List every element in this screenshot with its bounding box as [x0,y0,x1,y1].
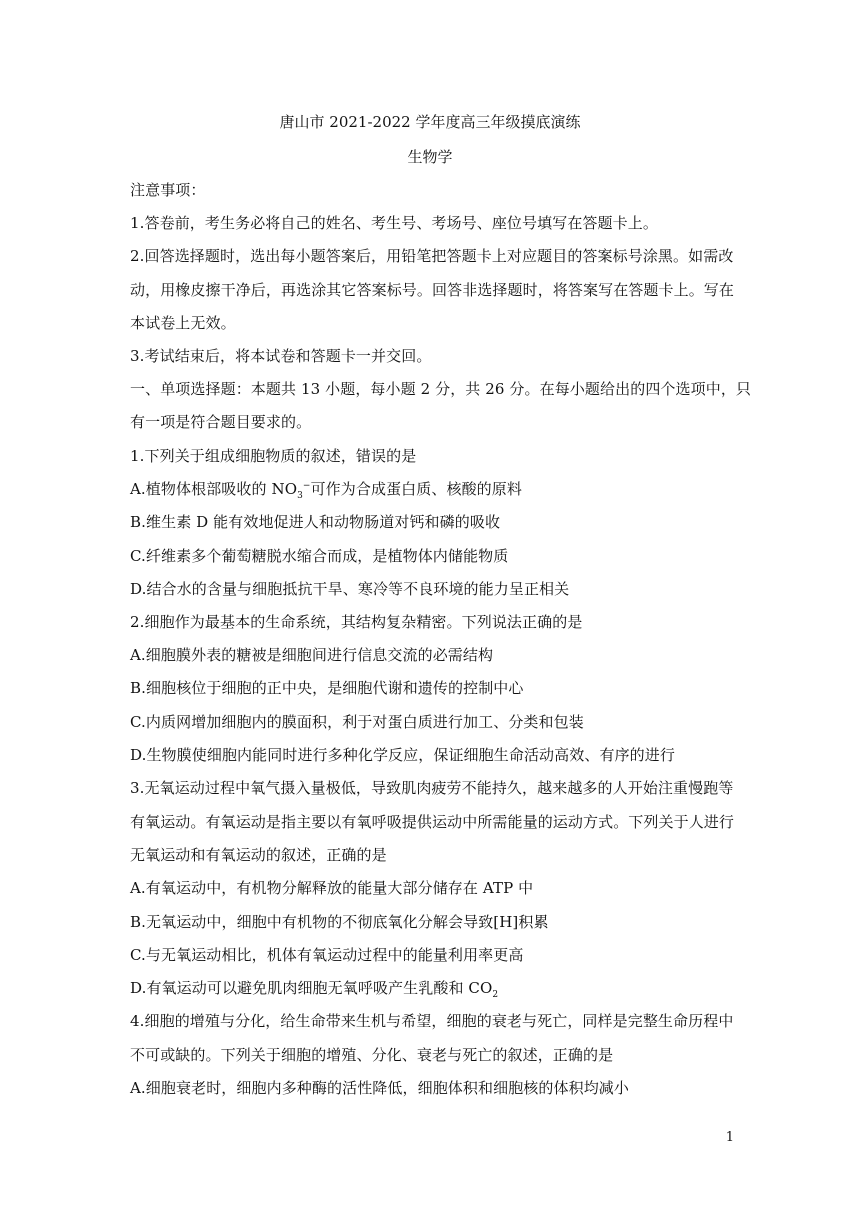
question-1-option-a [130,479,750,499]
question-2-option-a: A.细胞膜外表的糖被是细胞间进行信息交流的必需结构 [130,646,494,664]
question-1-option-c: C.纤维素多个葡萄糖脱水缩合而成，是植物体内储能物质 [130,547,509,565]
question-2-stem: 2.细胞作为最基本的生命系统，其结构复杂精密。下列说法正确的是 [130,613,583,631]
co2-subscript: 2 [492,990,499,1000]
exam-subject: 生物学 [407,148,453,166]
question-3-stem-line-2: 有氧运动。有氧运动是指主要以有氧呼吸提供运动中所需能量的运动方式。下列关于人进行 [130,813,735,831]
question-4-stem-line-2: 不可或缺的。下列关于细胞的增殖、分化、衰老与死亡的叙述，正确的是 [130,1046,614,1064]
nitrate-subscript: 3 [297,491,303,501]
question-3-option-d [130,978,750,998]
notice-item-2-line-1: 2.回答选择题时，选出每小题答案后，用铅笔把答题卡上对应题目的答案标号涂黑。如需改 [130,247,734,265]
section-heading-line-2: 有一项是符合题目要求的。 [130,413,312,431]
question-4-stem-line-1: 4.细胞的增殖与分化，给生命带来生机与希望，细胞的衰老与死亡，同样是完整生命历程中 [130,1012,734,1030]
notice-item-1: 1.答卷前，考生务必将自己的姓名、考生号、考场号、座位号填写在答题卡上。 [130,214,658,232]
question-3-stem-line-3: 无氧运动和有氧运动的叙述，正确的是 [130,846,387,864]
question-2-option-d: D.生物膜使细胞内能同时进行多种化学反应，保证细胞生命活动高效、有序的进行 [130,746,675,764]
notice-item-2-line-3: 本试卷上无效。 [130,314,236,332]
notice-heading: 注意事项： [130,181,206,199]
question-3-option-a: A.有氧运动中，有机物分解释放的能量大部分储存在 ATP 中 [130,879,534,897]
notice-item-2-line-2: 动，用橡皮擦干净后，再选涂其它答案标号。回答非选择题时，将答案写在答题卡上。写在 [130,281,735,299]
question-4-option-a: A.细胞衰老时，细胞内多种酶的活性降低，细胞体积和细胞核的体积均减小 [130,1079,630,1097]
question-2-option-b: B.细胞核位于细胞的正中央，是细胞代谢和遗传的控制中心 [130,679,524,697]
page-number: 1 [725,1130,734,1145]
question-3-option-d-text: D.有氧运动可以避免肌肉细胞无氧呼吸产生乳酸和 CO [130,979,493,997]
question-1-stem: 1.下列关于组成细胞物质的叙述，错误的是 [130,447,417,465]
question-3-option-c: C.与无氧运动相比，机体有氧运动过程中的能量利用率更高 [130,946,524,964]
exam-title: 唐山市 2021-2022 学年度高三年级摸底演练 [279,113,581,131]
question-3-stem-line-1: 3.无氧运动过程中氧气摄入量极低，导致肌肉疲劳不能持久，越来越多的人开始注重慢跑等 [130,779,734,797]
question-3-option-b: B.无氧运动中，细胞中有机物的不彻底氧化分解会导致[H]积累 [130,913,549,931]
section-heading-line-1: 一、单项选择题：本题共 13 小题，每小题 2 分，共 26 分。在每小题给出的四个选项中，只 [130,380,752,398]
question-1-option-a-rest: 可作为合成蛋白质、核酸的原料 [310,480,522,498]
question-1-option-b: B.维生素 D 能有效地促进人和动物肠道对钙和磷的吸收 [130,513,501,531]
nitrate-charge: − [302,481,311,491]
question-2-option-c: C.内质网增加细胞内的膜面积，利于对蛋白质进行加工、分类和包装 [130,713,584,731]
question-1-option-d: D.结合水的含量与细胞抵抗干旱、寒冷等不良环境的能力呈正相关 [130,580,570,598]
notice-item-3: 3.考试结束后，将本试卷和答题卡一并交回。 [130,347,432,365]
question-1-option-a-text: A.植物体根部吸收的 NO [130,480,298,498]
